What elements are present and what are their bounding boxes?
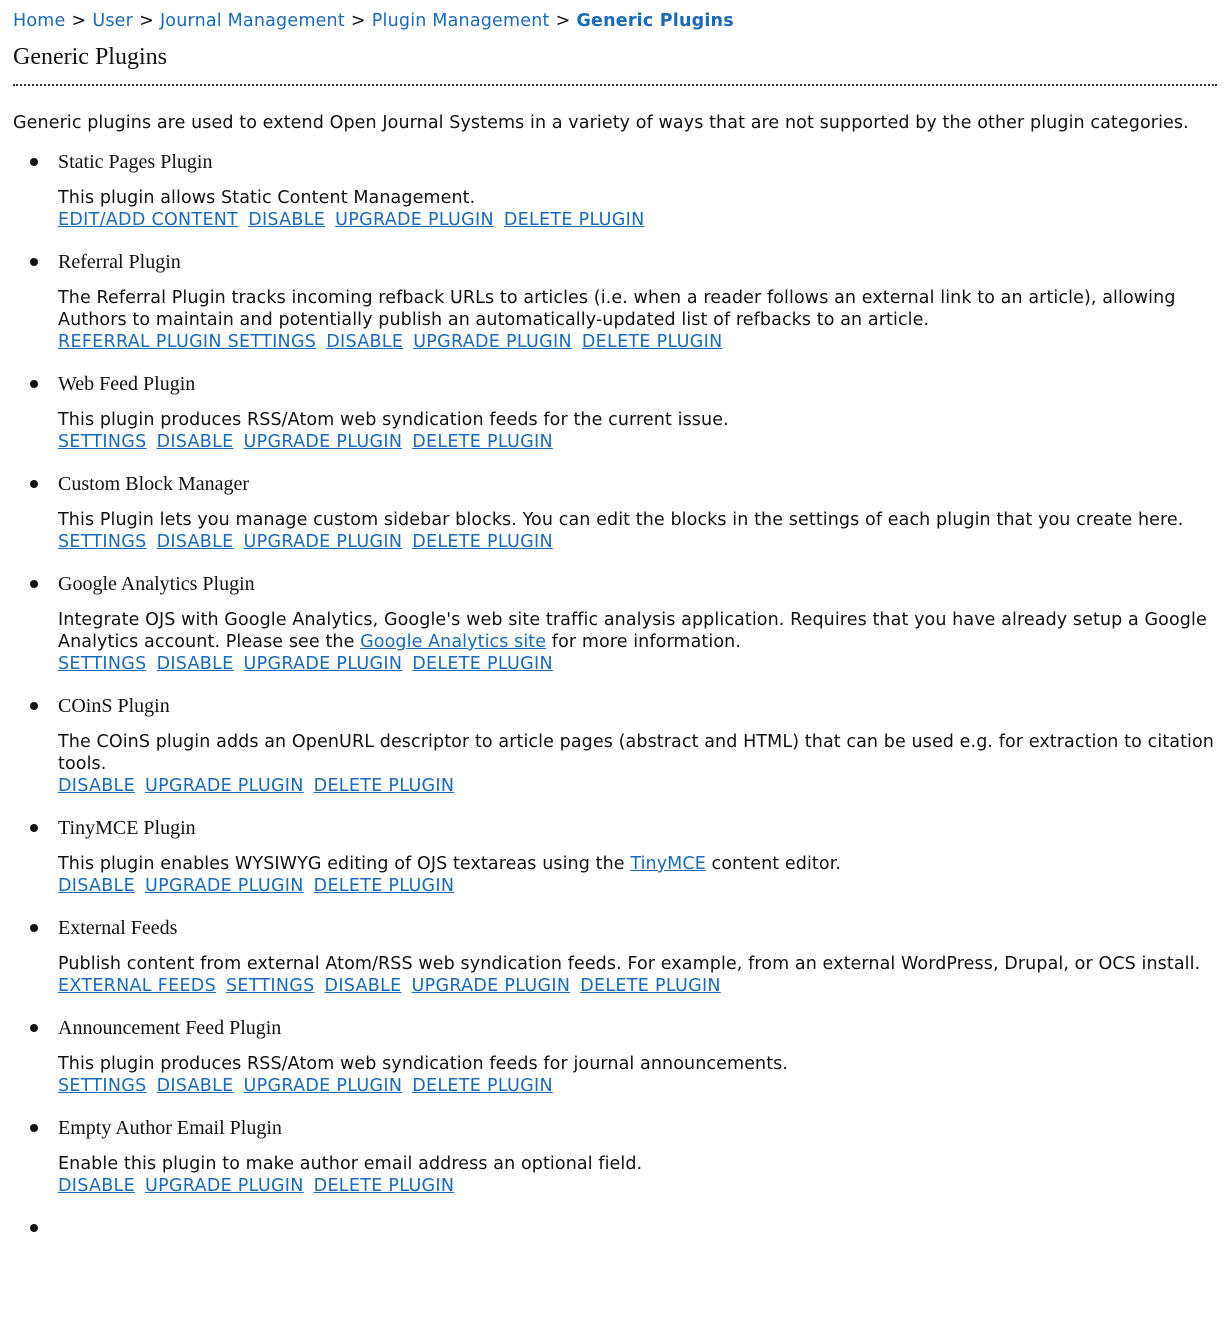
delete-plugin-link[interactable]: DELETE PLUGIN [503, 210, 645, 230]
disable-link[interactable]: DISABLE [326, 332, 404, 352]
breadcrumb-plugin-management-link[interactable]: Plugin Management [371, 11, 550, 31]
plugin-actions [58, 1175, 1217, 1197]
upgrade-plugin-link[interactable]: UPGRADE PLUGIN [243, 1076, 403, 1096]
plugin-description-text: for more information. [546, 632, 741, 652]
plugin-description-text: Integrate OJS with Google Analytics, Google's web site traffic analysis application. Requires that you have already setup a Google Analytics account. Please see the [58, 610, 1207, 652]
plugin-description: This plugin produces RSS/Atom web syndication feeds for journal announcements. [58, 1054, 789, 1074]
bullet-icon [30, 1024, 38, 1032]
plugin-name: COinS Plugin [58, 695, 170, 717]
referral-plugin-settings-link[interactable]: REFERRAL PLUGIN SETTINGS [58, 332, 317, 352]
delete-plugin-link[interactable]: DELETE PLUGIN [581, 332, 723, 352]
breadcrumb-user-link[interactable]: User [92, 11, 134, 31]
plugin-actions [58, 331, 1217, 353]
delete-plugin-link[interactable]: DELETE PLUGIN [412, 432, 553, 452]
plugin-description-text: content editor. [705, 854, 842, 874]
plugin-name: TinyMCE Plugin [58, 817, 196, 839]
plugin-list [13, 148, 1217, 1197]
delete-plugin-link[interactable]: DELETE PLUGIN [313, 1176, 455, 1196]
bullet-icon [30, 1124, 38, 1132]
page-title: Generic Plugins [13, 43, 1217, 86]
plugin-description: Publish content from external Atom/RSS web syndication feeds. For example, from an external WordPress, Drupal, or OCS install. [58, 954, 1201, 974]
breadcrumb-separator: > [555, 11, 571, 31]
bullet-icon [30, 924, 38, 932]
bullet-icon [30, 480, 38, 488]
bullet-icon [30, 702, 38, 710]
delete-plugin-link[interactable]: DELETE PLUGIN [580, 976, 721, 996]
plugin-item [58, 370, 1217, 453]
plugin-item [58, 914, 1217, 997]
disable-link[interactable]: DISABLE [58, 1176, 135, 1196]
breadcrumb-journal-management-link[interactable]: Journal Management [159, 11, 345, 31]
breadcrumb-current-link[interactable]: Generic Plugins [576, 11, 734, 31]
plugin-actions [58, 431, 1217, 453]
plugin-name: Google Analytics Plugin [58, 573, 255, 595]
disable-link[interactable]: DISABLE [156, 1076, 234, 1096]
plugin-actions [58, 975, 1217, 997]
plugin-actions [58, 653, 1217, 675]
disable-link[interactable]: DISABLE [58, 776, 135, 796]
breadcrumb-home-link[interactable]: Home [13, 11, 66, 31]
plugin-item [58, 814, 1217, 897]
plugin-description: The COinS plugin adds an OpenURL descriptor to article pages (abstract and HTML) that can be used e.g. for extraction to citation tools. [58, 732, 1214, 774]
settings-link[interactable]: SETTINGS [58, 1076, 147, 1096]
upgrade-plugin-link[interactable]: UPGRADE PLUGIN [413, 332, 572, 352]
plugin-item [58, 1014, 1217, 1097]
plugin-name: Announcement Feed Plugin [58, 1017, 282, 1039]
plugin-name: Referral Plugin [58, 251, 181, 273]
plugin-item [58, 148, 1217, 231]
plugin-name: External Feeds [58, 917, 178, 939]
delete-plugin-link[interactable]: DELETE PLUGIN [412, 1076, 553, 1096]
disable-link[interactable]: DISABLE [324, 976, 402, 996]
plugin-name: Static Pages Plugin [58, 151, 213, 173]
upgrade-plugin-link[interactable]: UPGRADE PLUGIN [411, 976, 571, 996]
plugin-name: Web Feed Plugin [58, 373, 196, 395]
plugin-item [58, 692, 1217, 797]
settings-link[interactable]: SETTINGS [58, 654, 147, 674]
plugin-description: This plugin allows Static Content Management. [58, 188, 476, 208]
plugin-actions [58, 875, 1217, 897]
upgrade-plugin-link[interactable]: UPGRADE PLUGIN [243, 532, 403, 552]
upgrade-plugin-link[interactable]: UPGRADE PLUGIN [243, 432, 403, 452]
plugin-actions [58, 775, 1217, 797]
settings-link[interactable]: SETTINGS [225, 976, 315, 996]
breadcrumb [13, 10, 1217, 32]
plugin-description [58, 853, 1217, 875]
delete-plugin-link[interactable]: DELETE PLUGIN [412, 654, 553, 674]
plugin-description-link[interactable]: Google Analytics site [360, 632, 547, 652]
delete-plugin-link[interactable]: DELETE PLUGIN [412, 532, 553, 552]
disable-link[interactable]: DISABLE [58, 876, 135, 896]
plugin-actions [58, 1075, 1217, 1097]
page-intro: Generic plugins are used to extend Open Journal Systems in a variety of ways that are not supported by the other plugin categories. [13, 113, 1189, 133]
upgrade-plugin-link[interactable]: UPGRADE PLUGIN [144, 1176, 304, 1196]
disable-link[interactable]: DISABLE [248, 210, 326, 230]
disable-link[interactable]: DISABLE [156, 532, 234, 552]
bullet-icon [30, 258, 38, 266]
upgrade-plugin-link[interactable]: UPGRADE PLUGIN [335, 210, 494, 230]
delete-plugin-link[interactable]: DELETE PLUGIN [313, 776, 455, 796]
plugin-description: Enable this plugin to make author email address an optional field. [58, 1154, 643, 1174]
plugin-description: The Referral Plugin tracks incoming refback URLs to articles (i.e. when a reader follows an external link to an article), allowing Authors to maintain and potentially publish an automatically-updated list of refbacks to an article. [58, 288, 1176, 330]
plugin-description: This Plugin lets you manage custom sidebar blocks. You can edit the blocks in the settings of each plugin that you create here. [58, 510, 1184, 530]
bullet-icon [30, 158, 38, 166]
upgrade-plugin-link[interactable]: UPGRADE PLUGIN [243, 654, 403, 674]
plugin-actions [58, 209, 1217, 231]
plugin-item [58, 470, 1217, 553]
plugin-description-link[interactable]: TinyMCE [630, 854, 706, 874]
plugin-description [58, 609, 1217, 653]
disable-link[interactable]: DISABLE [156, 654, 234, 674]
upgrade-plugin-link[interactable]: UPGRADE PLUGIN [144, 776, 304, 796]
plugin-description: This plugin produces RSS/Atom web syndication feeds for the current issue. [58, 410, 729, 430]
bullet-icon [30, 580, 38, 588]
plugin-item [58, 1114, 1217, 1197]
plugin-actions [58, 531, 1217, 553]
disable-link[interactable]: DISABLE [156, 432, 234, 452]
breadcrumb-separator: > [139, 11, 154, 31]
external-feeds-link[interactable]: EXTERNAL FEEDS [58, 976, 216, 996]
bullet-icon [30, 824, 38, 832]
settings-link[interactable]: SETTINGS [58, 532, 147, 552]
plugin-description-text: This plugin enables WYSIWYG editing of OJS textareas using the [58, 854, 631, 874]
bullet-icon [30, 380, 38, 388]
delete-plugin-link[interactable]: DELETE PLUGIN [313, 876, 455, 896]
breadcrumb-separator: > [71, 11, 87, 31]
plugin-name: Custom Block Manager [58, 473, 250, 495]
plugin-item [58, 248, 1217, 353]
plugin-name: Empty Author Email Plugin [58, 1117, 282, 1139]
bullet-icon [30, 1224, 38, 1232]
upgrade-plugin-link[interactable]: UPGRADE PLUGIN [144, 876, 304, 896]
breadcrumb-separator: > [350, 11, 366, 31]
settings-link[interactable]: SETTINGS [58, 432, 147, 452]
plugin-item [58, 570, 1217, 675]
edit-add-content-link[interactable]: EDIT/ADD CONTENT [58, 210, 239, 230]
